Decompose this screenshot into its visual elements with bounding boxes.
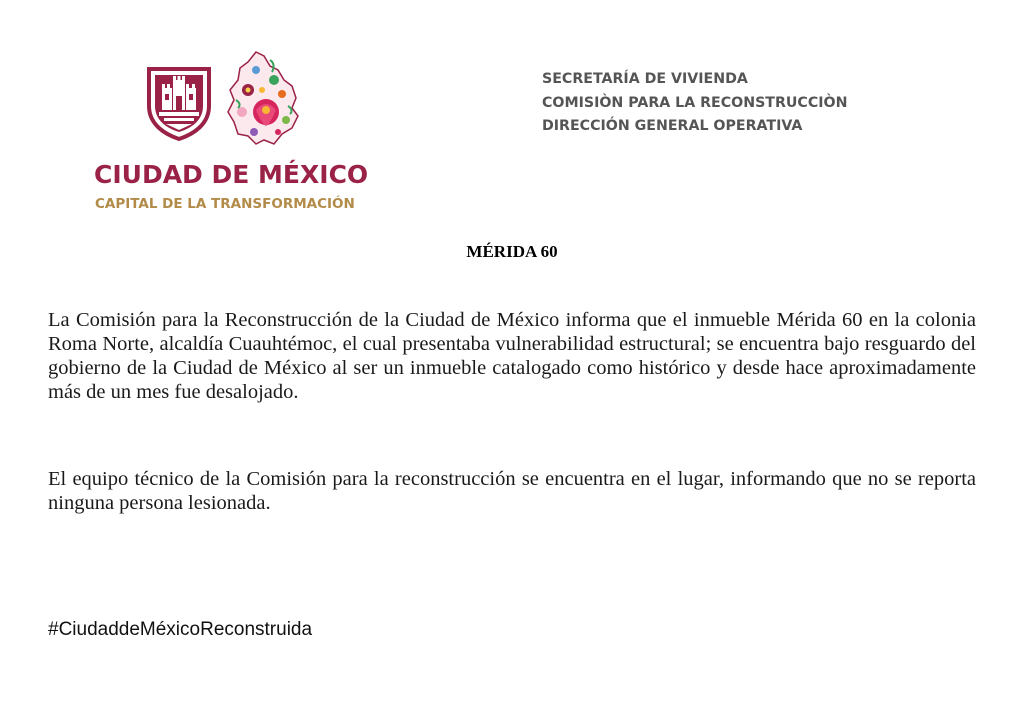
cdmx-coat-of-arms-icon xyxy=(146,66,212,142)
cdmx-logo xyxy=(92,50,369,220)
department-line: COMISIÒN PARA LA RECONSTRUCCIÒN xyxy=(542,94,848,111)
department-header xyxy=(542,68,847,139)
body-paragraph: El equipo técnico de la Comisión para la reconstrucción se encuentra en el lugar, informando que no se reporta ninguna persona lesionada. xyxy=(48,468,976,514)
cdmx-floral-map-icon xyxy=(226,50,302,146)
department-line: SECRETARÍA DE VIVIENDA xyxy=(542,71,748,87)
logo-title: CIUDAD DE MÉXICO xyxy=(94,160,369,189)
logo-subtitle: CAPITAL DE LA TRANSFORMACIÓN xyxy=(95,196,355,212)
hashtag: #CiudaddeMéxicoReconstruida xyxy=(48,619,313,640)
department-line: DIRECCIÓN GENERAL OPERATIVA xyxy=(542,118,803,134)
body-paragraph: La Comisión para la Reconstrucción de la Ciudad de México informa que el inmueble Mérida 60 en la colonia Roma Norte, alcaldía Cuauhtémoc, el cual presentaba vulnerabilidad estructural; se encuentra bajo resguardo del gobierno de la Ciudad de México al ser un inmueble catalogado como histórico y desde hace aproximadamente más de un mes fue desalojado. xyxy=(48,309,976,403)
document-title: MÉRIDA 60 xyxy=(466,242,558,261)
